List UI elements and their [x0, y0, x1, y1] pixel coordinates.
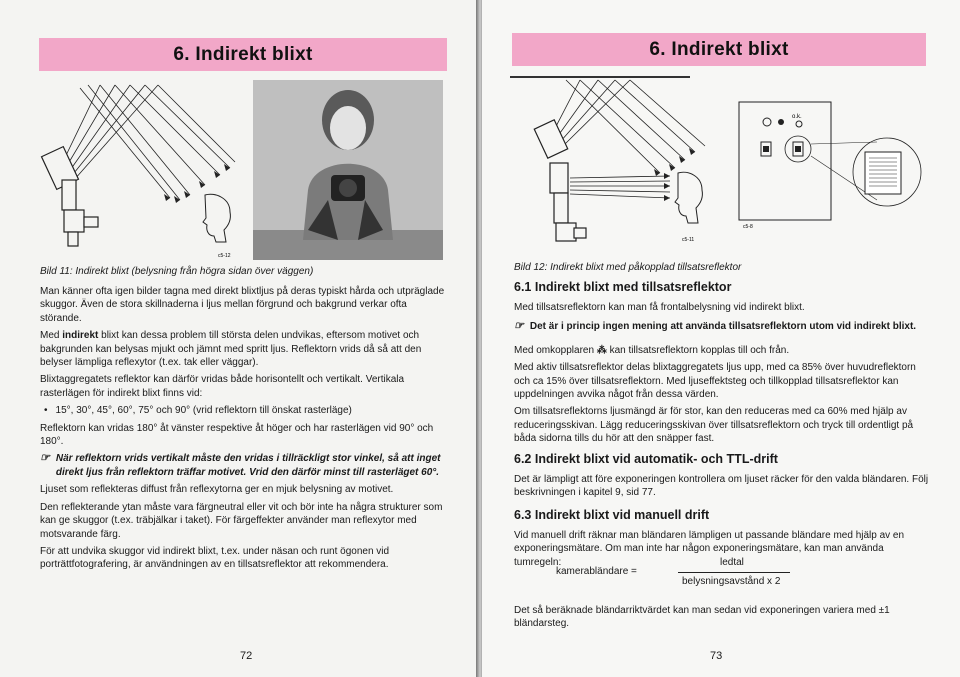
- svg-text:c5-12: c5-12: [218, 253, 231, 259]
- left-page: [0, 0, 478, 677]
- right-page: [482, 0, 960, 677]
- svg-text:c5-8: c5-8: [743, 224, 753, 230]
- chapter-header-right: 6. Indirekt blixt: [512, 33, 926, 66]
- section-6-1-body: [514, 301, 929, 450]
- left-body-text: [40, 285, 450, 576]
- paragraph: Vid manuell drift räknar man bländaren lämpligen ut passande bländare med hjälp av en exponeringsmätare. Om man inte har någon exponeringsmätare, kan man använda tumregeln:: [514, 530, 905, 568]
- paragraph: För att undvika skuggor vid indirekt blixt, t.ex. under näsan och runt ögonen vid porträttfotografering, är användningen av en tillsatsreflektor att rekommendera.: [40, 545, 390, 571]
- section-6-3-closing: [514, 604, 934, 635]
- paragraph: Med tillsatsreflektorn kan man få frontalbelysning vid indirekt blixt.: [514, 302, 805, 313]
- paragraph: Det är lämpligt att före exponeringen kontrollera om ljuset räcker för den valda bländaren. Följ beskrivningen i kapitel 9, sid 77.: [514, 474, 929, 499]
- paragraph: Med indirekt blixt kan dessa problem till största delen undvikas, eftersom motivet och bakgrunden kan belysas mjukt och jämnt med spritt ljus. Reflektorn vrids då så att den belyser lämpliga reflexytor (t.ex. tak eller väggar).: [40, 330, 422, 369]
- paragraph: Man känner ofta igen bilder tagna med direkt blixtljus på deras typiskt hårda och utpräglade skuggor. Även de stora skillnaderna i ljus mellan förgrund och bakgrund verkar ofta störande.: [40, 286, 445, 324]
- photo-girl-with-camera: [253, 80, 443, 260]
- page-number-right: 73: [710, 650, 723, 662]
- paragraph: Blixtaggregatets reflektor kan därför vridas både horisontellt och vertikalt. Vertikala rasterlägen för indirekt blixt finns vid:: [40, 374, 405, 399]
- paragraph: Med aktiv tillsatsreflektor delas blixtaggregatets ljus upp, med ca 85% över huvudreflektorn och ca 15% över tillsatsreflektorn. Med ljuseffektsteg och tillkopplad tillsatsreflektor kan uppdelningen avvika något från dessa värden.: [514, 362, 916, 401]
- section-6-2-heading: 6.2 Indirekt blixt vid automatik- och TTL-drift: [514, 452, 778, 466]
- paragraph: Om tillsatsreflektorns ljusmängd är för stor, kan den reduceras med ca 60% med hjälp av reduceringsskivan. Lägg reduceringsskivan över tillsatsreflektorn och tryck till ordentligt på båda sidorna tills du hör att den snäpper fast.: [514, 406, 914, 445]
- note-callout: ☞ När reflektorn vrids vertikalt måste den vridas i tillräckligt stor vinkel, så att inget direkt ljus från reflektorn träffar motivet. Vrid den därför minst till rasterläget 60°.: [40, 452, 441, 478]
- svg-text:c5-11: c5-11: [682, 237, 695, 243]
- pointing-hand-icon: ☞: [514, 320, 524, 333]
- svg-text:o.k.: o.k.: [792, 114, 802, 120]
- section-6-1-heading: 6.1 Indirekt blixt med tillsatsreflektor: [514, 280, 732, 294]
- paragraph: Ljuset som reflekteras diffust från reflexytorna ger en mjuk belysning av motivet.: [40, 484, 394, 496]
- formula-denominator: belysningsavstånd x 2: [682, 576, 781, 587]
- formula-label: kamerabländare =: [556, 566, 637, 577]
- chapter-header-left: 6. Indirekt blixt: [39, 38, 447, 71]
- paragraph: Det så beräknade bländarriktvärdet kan man sedan vid exponeringen variera med ±1 bländarsteg.: [514, 605, 890, 630]
- formula-numerator: ledtal: [720, 557, 744, 568]
- note-callout: ☞ Det är i princip ingen mening att använda tillsatsreflektorn utom vid indirekt blixt.: [514, 320, 917, 333]
- section-6-2-body: [514, 473, 929, 504]
- paragraph: Den reflekterande ytan måste vara färgneutral eller vit och bör inte ha några strukturer som kan ge skuggor (t.ex. träbjälkar i taket). För färgeffekter använder man reflexytor med motsvarande färg.: [40, 501, 443, 540]
- section-6-3-heading: 6.3 Indirekt blixt vid manuell drift: [514, 508, 710, 522]
- flash-control-panel-diagram: [737, 100, 937, 230]
- figure-caption-11: Bild 11: Indirekt blixt (belysning från högra sidan över väggen): [40, 266, 314, 277]
- page-number-left: 72: [240, 650, 253, 662]
- bounce-flash-diagram: [40, 80, 250, 260]
- pointing-hand-icon: ☞: [40, 452, 50, 465]
- formula-fraction-bar: [678, 572, 790, 573]
- bullet-icon: •: [44, 405, 48, 417]
- switch-icon: ⁂: [596, 344, 607, 356]
- paragraph: Reflektorn kan vridas 180° åt vänster respektive åt höger och har rasterlägen vid 90° och 180°.: [40, 422, 434, 448]
- paragraph: Med omkopplaren ⁂ kan tillsatsreflektorn kopplas till och från.: [514, 344, 790, 356]
- bullet-item: • 15°, 30°, 45°, 60°, 75° och 90° (vrid reflektorn till önskat rasterläge): [44, 405, 352, 417]
- bounce-flash-with-reflector-diagram: [510, 78, 750, 248]
- figure-caption-12: Bild 12: Indirekt blixt med påkopplad tillsatsreflektor: [514, 262, 742, 273]
